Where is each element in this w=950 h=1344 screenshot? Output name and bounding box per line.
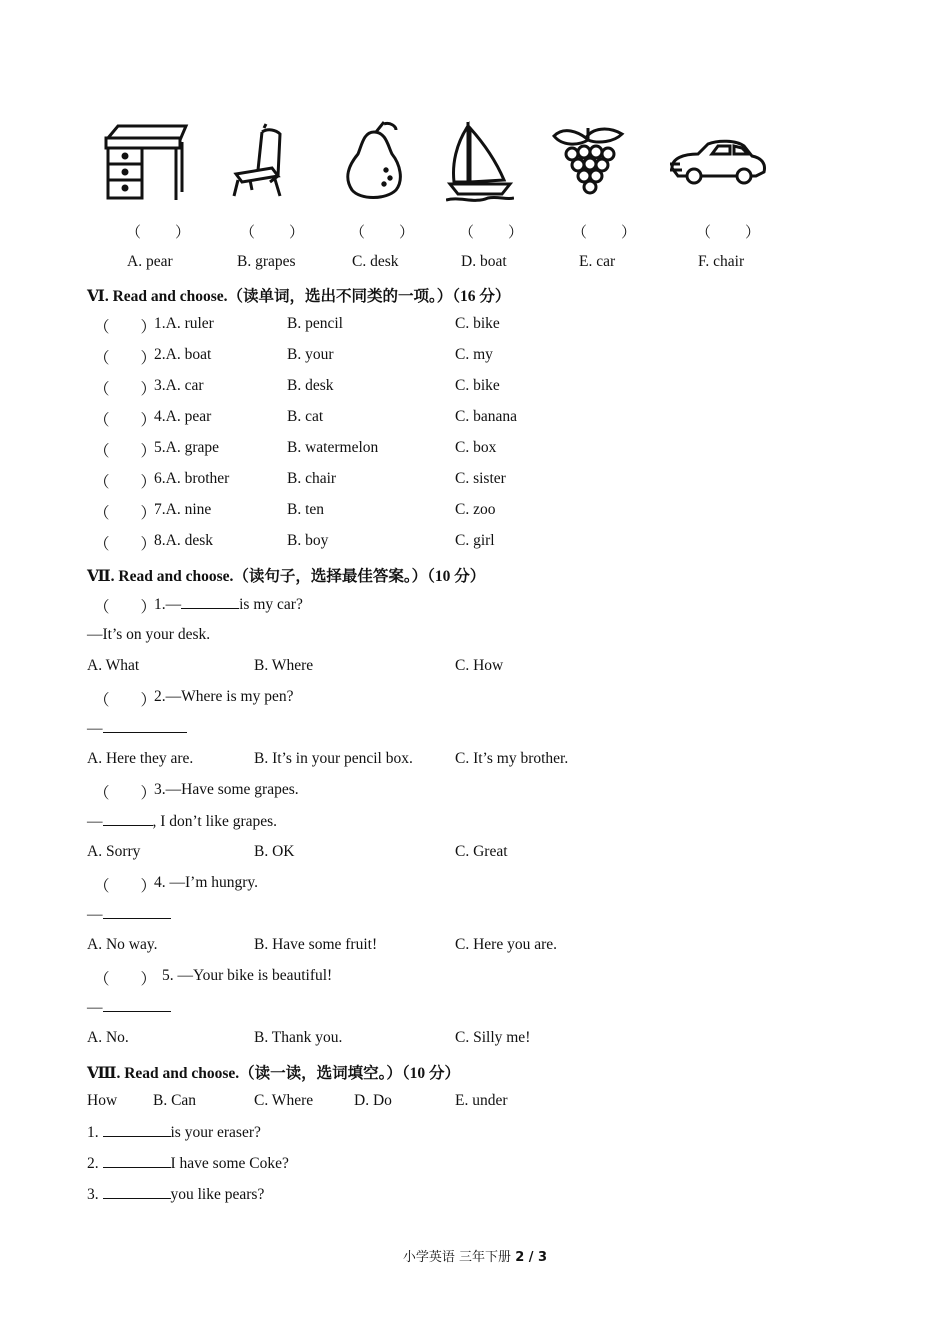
question-stem: 3.—Have some grapes. [154,781,299,798]
question-option-b: B. boy [287,532,329,549]
question-option-c: C. zoo [455,501,496,518]
answer-paren[interactable]: （ ） [94,381,157,398]
answer-paren[interactable]: （ ） [350,225,415,241]
question-stem: 5. —Your bike is beautiful! [162,967,333,984]
answer-paren[interactable]: （ ） [94,350,157,367]
question-option-c: C. box [455,439,497,456]
answer-paren[interactable]: （ ） [94,692,157,709]
choice-a: A. Sorry [87,843,141,860]
answer-paren[interactable]: （ ） [94,319,157,336]
chair-picture [228,118,292,204]
blank-line[interactable] [103,998,171,1012]
question-option-a: 6.A. brother [154,470,230,487]
choice-b: B. It’s in your pencil box. [254,750,413,767]
blank-line[interactable] [181,595,239,609]
boat-icon [446,118,514,204]
picture-option: A. pear [127,253,173,270]
pear-picture [340,118,406,204]
choice-c: C. Here you are. [455,936,557,953]
picture-option: D. boat [461,253,507,270]
word-bank-item: How [87,1092,118,1109]
desk-icon [100,118,190,204]
boat-picture [446,118,514,204]
question-stem: 1.— is my car? [154,596,303,613]
choice-a: A. No. [87,1029,129,1046]
picture-option: C. desk [352,253,399,270]
picture-option: E. car [579,253,616,270]
chair-icon [228,118,292,204]
answer-paren[interactable]: （ ） [94,443,157,460]
question-option-c: C. banana [455,408,517,425]
blank-line[interactable] [103,1123,171,1137]
section-7-title: Ⅶ. Read and choose.（读句子，选择最佳答案。）（10 分） [87,568,486,585]
footer-subject: 小学英语 三年下册 [402,1250,512,1265]
question-stem: 2.—Where is my pen? [154,688,294,705]
question-option-b: B. desk [287,377,334,394]
question-option-b: B. watermelon [287,439,379,456]
question-option-a: 3.A. car [154,377,204,394]
answer-paren[interactable]: （ ） [94,505,157,522]
question-option-a: 1.A. ruler [154,315,214,332]
question-option-c: C. bike [455,377,500,394]
desk-picture [100,118,190,204]
question-answer-line: —It’s on your desk. [87,626,211,643]
answer-paren[interactable]: （ ） [572,225,637,241]
word-bank-item: C. Where [254,1092,314,1109]
answer-paren[interactable]: （ ） [240,225,305,241]
blank-line[interactable] [103,1185,171,1199]
choice-a: A. What [87,657,140,674]
car-icon [668,118,768,204]
choice-b: B. OK [254,843,295,860]
question-answer-line: — [87,905,171,924]
choice-c: C. Silly me! [455,1029,531,1046]
answer-paren[interactable]: （ ） [94,785,157,802]
fill-blank-item: 2. I have some Coke? [87,1155,289,1172]
choice-c: C. How [455,657,504,674]
question-answer-line: — [87,719,187,738]
blank-line[interactable] [103,812,153,826]
section-6-title: Ⅵ. Read and choose.（读单词，选出不同类的一项。）（16 分） [87,288,511,305]
question-option-c: C. bike [455,315,500,332]
word-bank-item: D. Do [354,1092,392,1109]
grapes-picture [548,118,628,204]
question-option-a: 2.A. boat [154,346,212,363]
picture-option: B. grapes [237,253,296,270]
page-number: 2 / 3 [515,1250,548,1265]
car-picture [668,118,768,204]
answer-paren[interactable]: （ ） [94,971,157,988]
question-option-c: C. my [455,346,493,363]
question-option-b: B. your [287,346,334,363]
answer-paren[interactable]: （ ） [126,225,191,241]
choice-a: A. Here they are. [87,750,194,767]
choice-a: A. No way. [87,936,158,953]
question-option-b: B. chair [287,470,337,487]
blank-line[interactable] [103,1154,171,1168]
question-answer-line: — , I don’t like grapes. [87,813,278,830]
question-option-a: 8.A. desk [154,532,213,549]
grapes-icon [548,118,628,204]
choice-b: B. Have some fruit! [254,936,378,953]
word-bank-item: E. under [455,1092,508,1109]
choice-c: C. It’s my brother. [455,750,569,767]
fill-blank-item: 1. is your eraser? [87,1124,261,1141]
question-option-b: B. ten [287,501,325,518]
answer-paren[interactable]: （ ） [94,878,157,895]
pear-icon [340,118,406,204]
blank-line[interactable] [103,905,171,919]
question-option-c: C. sister [455,470,506,487]
question-option-b: B. cat [287,408,324,425]
page-footer [0,1246,950,1265]
fill-blank-item: 3. you like pears? [87,1186,265,1203]
answer-paren[interactable]: （ ） [94,474,157,491]
answer-paren[interactable]: （ ） [94,536,157,553]
question-answer-line: — [87,998,171,1017]
answer-paren[interactable]: （ ） [94,599,157,616]
question-option-c: C. girl [455,532,495,549]
section-8-title: Ⅷ. Read and choose.（读一读，选词填空。）（10 分） [87,1065,461,1082]
answer-paren[interactable]: （ ） [459,225,524,241]
question-option-a: 5.A. grape [154,439,219,456]
question-option-b: B. pencil [287,315,343,332]
choice-b: B. Where [254,657,314,674]
choice-b: B. Thank you. [254,1029,343,1046]
blank-line[interactable] [103,719,187,733]
word-bank-item: B. Can [153,1092,197,1109]
answer-paren[interactable]: （ ） [696,225,761,241]
picture-option: F. chair [698,253,745,270]
answer-paren[interactable]: （ ） [94,412,157,429]
question-option-a: 4.A. pear [154,408,212,425]
choice-c: C. Great [455,843,508,860]
question-stem: 4. —I’m hungry. [154,874,259,891]
question-option-a: 7.A. nine [154,501,212,518]
